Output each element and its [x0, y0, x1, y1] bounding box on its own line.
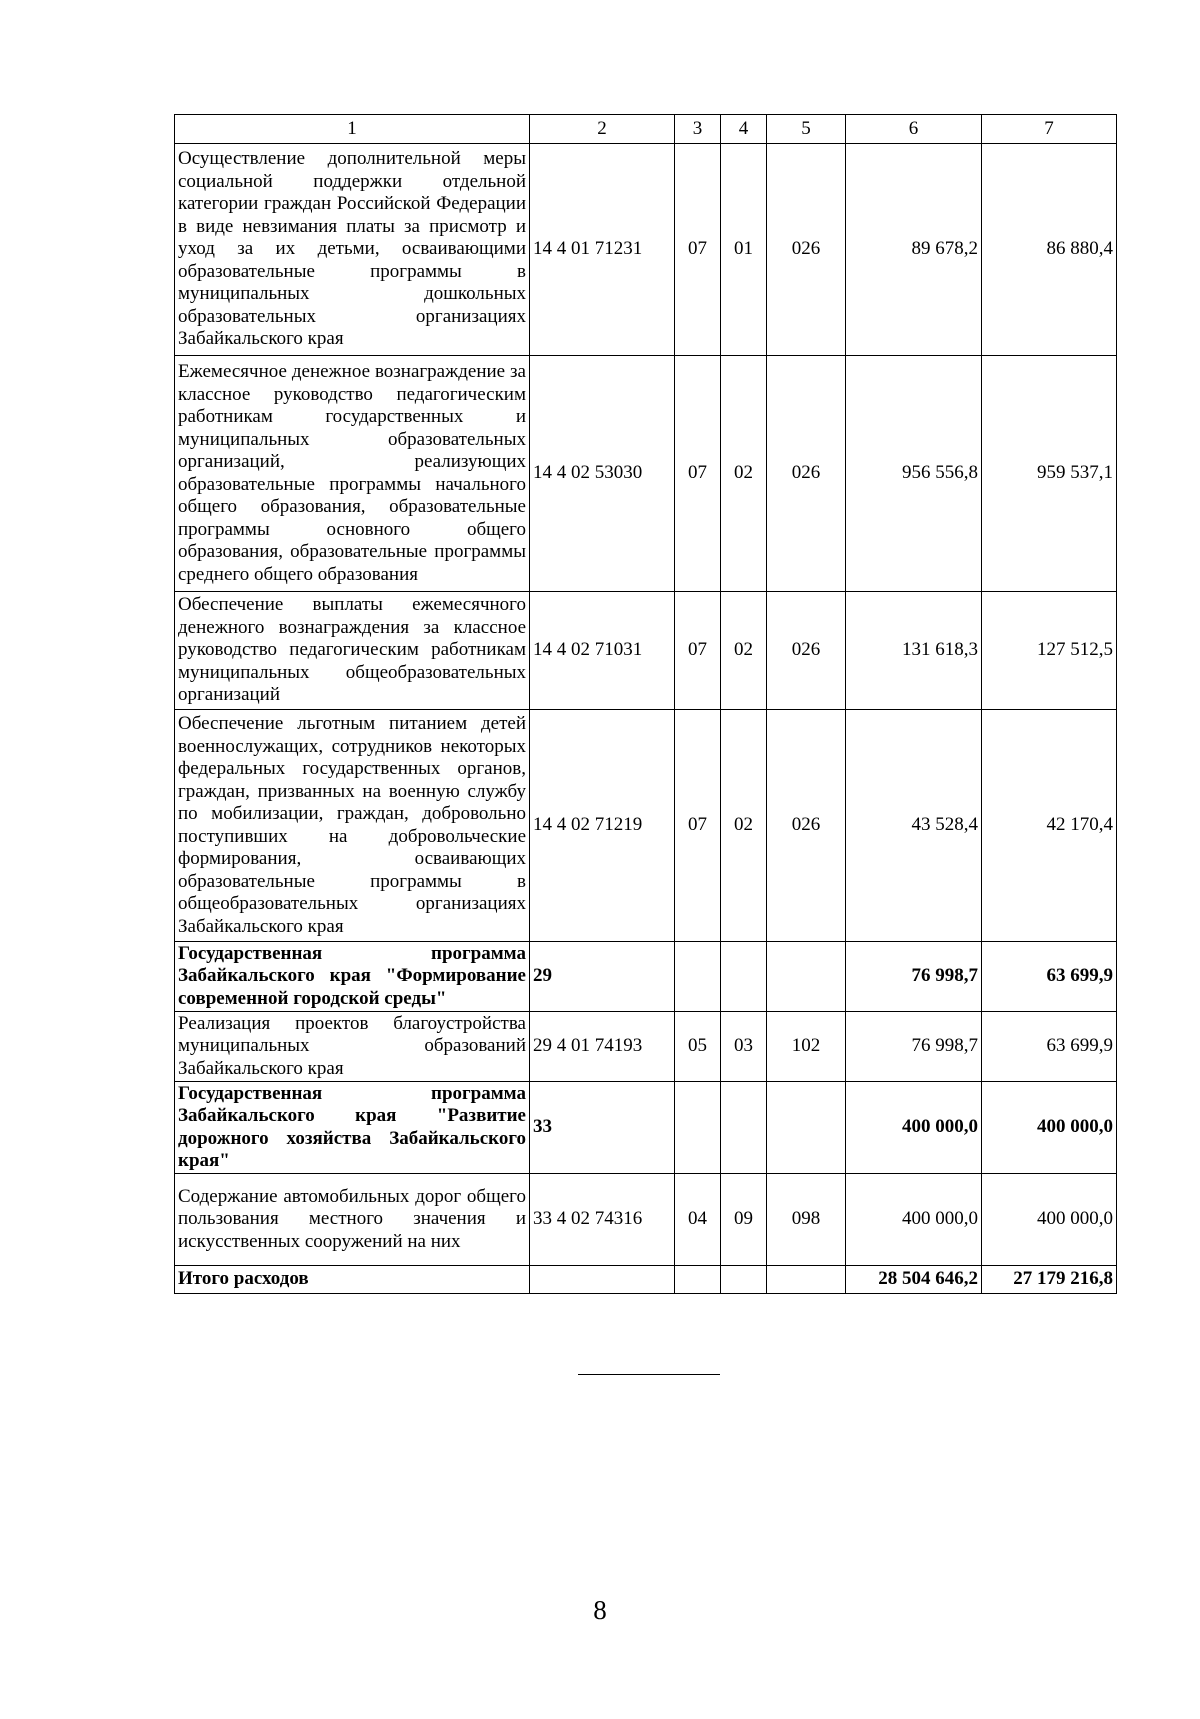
row-amount-col7: 959 537,1	[982, 356, 1117, 592]
row-name: Ежемесячное денежное вознаграждение за классное руководство педагогическим работникам государственных и муниципальных образовательных организаций, реализующих образовательные программы начального общего образования, образовательные программы основного общего образования, образовательные программы среднего общего образования	[175, 356, 530, 592]
row-code: 14 4 02 71031	[530, 592, 675, 710]
row-section: 07	[675, 592, 721, 710]
row-amount-col7: 27 179 216,8	[982, 1266, 1117, 1294]
row-code: 14 4 01 71231	[530, 144, 675, 356]
row-code: 29	[530, 942, 675, 1012]
table-row	[175, 1012, 1117, 1082]
row-amount-col6: 956 556,8	[846, 356, 982, 592]
table-row	[175, 144, 1117, 356]
row-amount-col7: 86 880,4	[982, 144, 1117, 356]
table-row	[175, 942, 1117, 1012]
row-name: Государственная программа Забайкальского края "Развитие дорожного хозяйства Забайкальского края"	[175, 1082, 530, 1174]
row-subsection: 02	[721, 356, 767, 592]
header-row	[175, 115, 1117, 144]
row-section	[675, 1082, 721, 1174]
row-name: Обеспечение выплаты ежемесячного денежного вознаграждения за классное руководство педагогическим работникам муниципальных общеобразовательных организаций	[175, 592, 530, 710]
row-name: Обеспечение льготным питанием детей военнослужащих, сотрудников некоторых федеральных государственных органов, граждан, призванных на военную службу по мобилизации, граждан, добровольно поступивших на добровольческие формирования, осваивающих образовательные программы в общеобразовательных организациях Забайкальского края	[175, 710, 530, 942]
row-section	[675, 1266, 721, 1294]
row-amount-col6: 76 998,7	[846, 942, 982, 1012]
row-amount-col7: 63 699,9	[982, 942, 1117, 1012]
row-expense-type	[767, 1266, 846, 1294]
row-code: 14 4 02 71219	[530, 710, 675, 942]
row-expense-type: 098	[767, 1174, 846, 1266]
row-section	[675, 942, 721, 1012]
row-section: 04	[675, 1174, 721, 1266]
table-row	[175, 710, 1117, 942]
row-amount-col7: 127 512,5	[982, 592, 1117, 710]
row-code: 33	[530, 1082, 675, 1174]
row-amount-col6: 400 000,0	[846, 1082, 982, 1174]
row-amount-col7: 63 699,9	[982, 1012, 1117, 1082]
row-subsection: 02	[721, 592, 767, 710]
row-code: 29 4 01 74193	[530, 1012, 675, 1082]
row-name: Осуществление дополнительной меры социальной поддержки отдельной категории граждан Российской Федерации в виде невзимания платы за присмотр и уход за их детьми, осваивающими образовательные программы в муниципальных дошкольных образовательных организациях Забайкальского края	[175, 144, 530, 356]
row-expense-type: 026	[767, 144, 846, 356]
row-subsection: 02	[721, 710, 767, 942]
row-expense-type	[767, 942, 846, 1012]
row-section: 07	[675, 356, 721, 592]
row-expense-type: 026	[767, 592, 846, 710]
header-cell: 3	[675, 115, 721, 144]
row-name: Содержание автомобильных дорог общего пользования местного значения и искусственных сооружений на них	[175, 1174, 530, 1266]
row-code: 33 4 02 74316	[530, 1174, 675, 1266]
row-subsection: 03	[721, 1012, 767, 1082]
row-amount-col6: 43 528,4	[846, 710, 982, 942]
page-number: 8	[593, 1595, 607, 1625]
row-subsection: 09	[721, 1174, 767, 1266]
row-expense-type: 026	[767, 356, 846, 592]
row-section: 05	[675, 1012, 721, 1082]
header-cell: 1	[175, 115, 530, 144]
header-cell: 4	[721, 115, 767, 144]
table-row	[175, 1082, 1117, 1174]
table-row	[175, 356, 1117, 592]
row-subsection	[721, 1082, 767, 1174]
row-expense-type: 026	[767, 710, 846, 942]
row-expense-type: 102	[767, 1012, 846, 1082]
header-cell: 6	[846, 115, 982, 144]
row-expense-type	[767, 1082, 846, 1174]
row-amount-col6: 76 998,7	[846, 1012, 982, 1082]
table-row	[175, 1174, 1117, 1266]
header-cell: 5	[767, 115, 846, 144]
row-subsection: 01	[721, 144, 767, 356]
separator-line	[578, 1374, 720, 1375]
row-amount-col7: 42 170,4	[982, 710, 1117, 942]
table-row	[175, 592, 1117, 710]
row-amount-col6: 28 504 646,2	[846, 1266, 982, 1294]
row-amount-col7: 400 000,0	[982, 1174, 1117, 1266]
row-section: 07	[675, 710, 721, 942]
row-code	[530, 1266, 675, 1294]
row-amount-col6: 131 618,3	[846, 592, 982, 710]
row-amount-col6: 89 678,2	[846, 144, 982, 356]
row-name: Реализация проектов благоустройства муниципальных образований Забайкальского края	[175, 1012, 530, 1082]
row-name: Итого расходов	[175, 1266, 530, 1294]
row-name: Государственная программа Забайкальского края "Формирование современной городской среды"	[175, 942, 530, 1012]
table-row	[175, 1266, 1117, 1294]
header-cell: 7	[982, 115, 1117, 144]
row-code: 14 4 02 53030	[530, 356, 675, 592]
row-subsection	[721, 1266, 767, 1294]
row-amount-col6: 400 000,0	[846, 1174, 982, 1266]
table-body	[175, 115, 1117, 1294]
header-cell: 2	[530, 115, 675, 144]
row-subsection	[721, 942, 767, 1012]
row-amount-col7: 400 000,0	[982, 1082, 1117, 1174]
row-section: 07	[675, 144, 721, 356]
expenditure-table	[174, 114, 1117, 1294]
